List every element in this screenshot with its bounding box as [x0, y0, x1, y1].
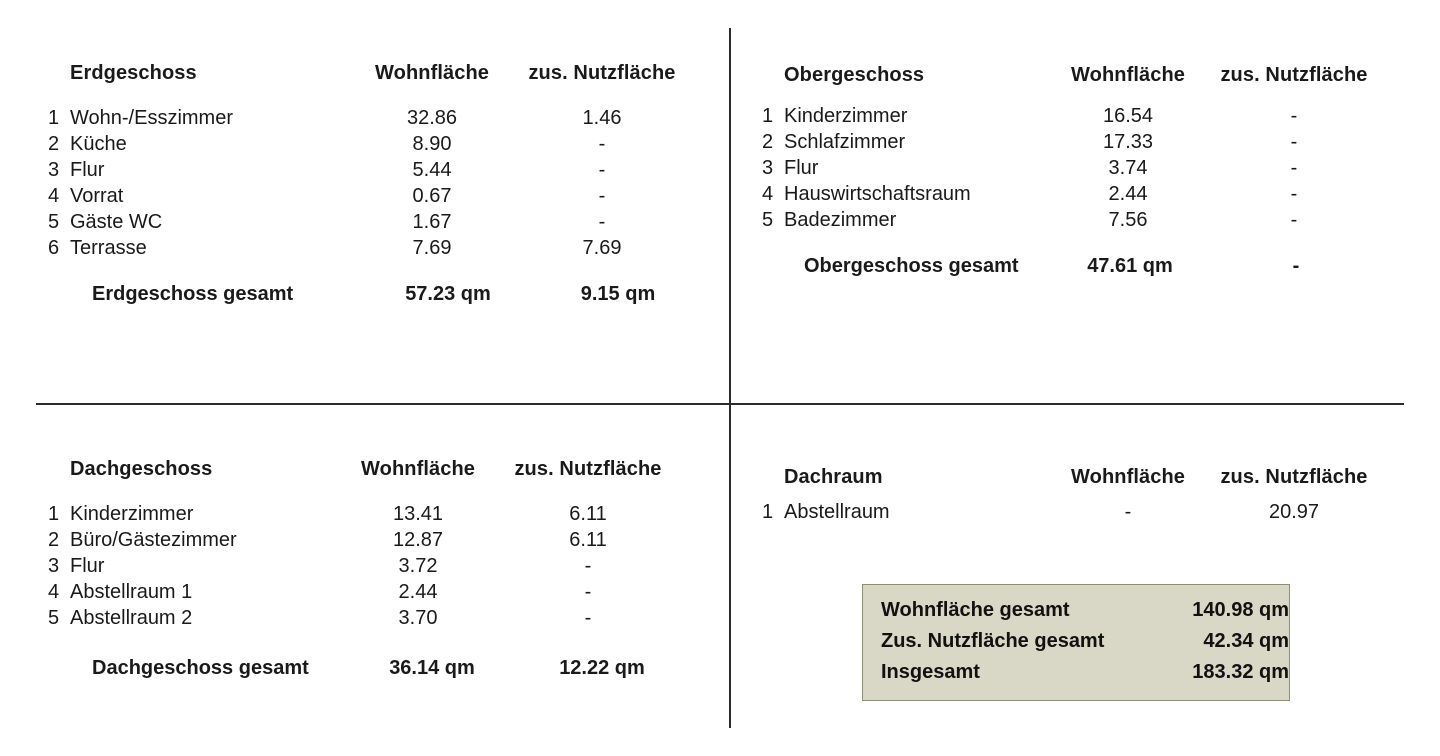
row-number: 3	[48, 159, 60, 181]
room-wohnflaeche: 7.56	[1108, 209, 1148, 231]
room-nutzflaeche: -	[598, 133, 606, 155]
table-row	[48, 157, 708, 183]
total-nutzflaeche: 12.22 qm	[559, 657, 645, 679]
column-header-wohnflaeche: Wohnfläche	[361, 458, 475, 480]
room-nutzflaeche: 1.46	[582, 107, 622, 129]
vertical-divider	[729, 28, 731, 728]
section-header-dachraum	[762, 466, 1412, 489]
section-title: Obergeschoss	[784, 64, 925, 86]
room-name: Hauswirtschaftsraum	[784, 183, 971, 205]
table-row	[762, 499, 1412, 525]
room-nutzflaeche: -	[584, 607, 592, 629]
room-name: Gäste WC	[70, 211, 163, 233]
total-wohnflaeche: 57.23 qm	[405, 283, 491, 305]
table-row	[48, 105, 708, 131]
room-name: Badezimmer	[784, 209, 897, 231]
total-wohnflaeche: 47.61 qm	[1087, 255, 1173, 277]
row-number: 4	[48, 581, 60, 603]
summary-row	[881, 626, 1289, 657]
total-label: Dachgeschoss gesamt	[92, 657, 309, 679]
row-number: 4	[48, 185, 60, 207]
table-row	[48, 553, 708, 579]
summary-box	[862, 584, 1290, 701]
room-nutzflaeche: -	[584, 581, 592, 603]
section-header-obergeschoss	[762, 64, 1412, 87]
summary-value: 42.34 qm	[1203, 630, 1289, 652]
horizontal-divider	[36, 403, 1404, 405]
room-name: Kinderzimmer	[70, 503, 194, 525]
table-row	[48, 527, 708, 553]
section-header-erdgeschoss	[48, 62, 708, 85]
column-header-nutzflaeche: zus. Nutzfläche	[514, 458, 662, 480]
room-nutzflaeche: -	[598, 211, 606, 233]
total-wohnflaeche: 36.14 qm	[389, 657, 475, 679]
summary-value: 140.98 qm	[1192, 599, 1289, 621]
row-number: 5	[48, 211, 60, 233]
column-header-wohnflaeche: Wohnfläche	[375, 62, 489, 84]
summary-value: 183.32 qm	[1192, 661, 1289, 683]
table-row	[48, 131, 708, 157]
room-nutzflaeche: 6.11	[569, 529, 607, 551]
total-label: Obergeschoss gesamt	[804, 255, 1019, 277]
row-number: 1	[762, 501, 774, 523]
room-name: Flur	[70, 555, 105, 577]
room-nutzflaeche: -	[598, 185, 606, 207]
row-number: 2	[762, 131, 774, 153]
room-nutzflaeche: 7.69	[582, 237, 622, 259]
room-nutzflaeche: 20.97	[1268, 501, 1320, 523]
row-number: 2	[48, 133, 60, 155]
room-nutzflaeche: -	[598, 159, 606, 181]
table-row	[48, 579, 708, 605]
room-wohnflaeche: 2.44	[1108, 183, 1148, 205]
room-name: Wohn-/Esszimmer	[70, 107, 233, 129]
table-row	[762, 155, 1412, 181]
table-row	[48, 235, 708, 261]
table-row	[762, 129, 1412, 155]
room-name: Büro/Gästezimmer	[70, 529, 237, 551]
summary-label: Insgesamt	[881, 661, 980, 683]
room-nutzflaeche: -	[1290, 209, 1298, 231]
room-name: Abstellraum	[784, 501, 890, 523]
total-label: Erdgeschoss gesamt	[92, 283, 294, 305]
room-wohnflaeche: 2.44	[398, 581, 438, 603]
column-header-nutzflaeche: zus. Nutzfläche	[528, 62, 676, 84]
row-number: 5	[762, 209, 774, 231]
table-row	[48, 605, 708, 631]
table-row	[48, 209, 708, 235]
column-header-wohnflaeche: Wohnfläche	[1071, 466, 1185, 488]
room-wohnflaeche: 7.69	[412, 237, 452, 259]
room-name: Küche	[70, 133, 127, 155]
column-header-nutzflaeche: zus. Nutzfläche	[1220, 64, 1368, 86]
section-total-erdgeschoss	[48, 283, 708, 306]
room-nutzflaeche: -	[1290, 183, 1298, 205]
row-number: 4	[762, 183, 774, 205]
column-header-nutzflaeche: zus. Nutzfläche	[1220, 466, 1368, 488]
row-number: 3	[48, 555, 60, 577]
table-row	[48, 183, 708, 209]
row-number: 1	[762, 105, 774, 127]
section-dachgeschoss	[48, 458, 708, 680]
section-dachraum	[762, 466, 1412, 525]
room-nutzflaeche: -	[584, 555, 592, 577]
section-total-obergeschoss	[762, 255, 1412, 278]
room-name: Abstellraum 2	[70, 607, 193, 629]
room-nutzflaeche: -	[1290, 131, 1298, 153]
section-obergeschoss	[762, 64, 1412, 278]
room-wohnflaeche: 16.54	[1102, 105, 1154, 127]
room-name: Kinderzimmer	[784, 105, 908, 127]
room-nutzflaeche: 6.11	[569, 503, 607, 525]
table-row	[762, 207, 1412, 233]
summary-label: Zus. Nutzfläche gesamt	[881, 630, 1105, 652]
room-wohnflaeche: 1.67	[412, 211, 452, 233]
section-erdgeschoss	[48, 62, 708, 306]
row-number: 6	[48, 237, 60, 259]
room-wohnflaeche: 5.44	[412, 159, 452, 181]
room-wohnflaeche: 32.86	[406, 107, 458, 129]
room-wohnflaeche: 17.33	[1102, 131, 1154, 153]
section-title: Dachraum	[784, 466, 883, 488]
room-wohnflaeche: 3.74	[1108, 157, 1148, 179]
room-name: Abstellraum 1	[70, 581, 193, 603]
row-number: 5	[48, 607, 60, 629]
table-row	[48, 501, 708, 527]
total-nutzflaeche: -	[1292, 255, 1300, 277]
summary-label: Wohnfläche gesamt	[881, 599, 1070, 621]
room-wohnflaeche: -	[1124, 501, 1132, 523]
row-number: 2	[48, 529, 60, 551]
room-name: Terrasse	[70, 237, 147, 259]
column-header-wohnflaeche: Wohnfläche	[1071, 64, 1185, 86]
room-wohnflaeche: 13.41	[392, 503, 444, 525]
summary-row	[881, 595, 1289, 626]
room-wohnflaeche: 3.70	[398, 607, 438, 629]
room-nutzflaeche: -	[1290, 105, 1298, 127]
section-title: Erdgeschoss	[70, 62, 197, 84]
summary-row	[881, 657, 1289, 688]
room-wohnflaeche: 0.67	[412, 185, 452, 207]
section-header-dachgeschoss	[48, 458, 708, 481]
room-wohnflaeche: 8.90	[412, 133, 452, 155]
section-title: Dachgeschoss	[70, 458, 213, 480]
room-name: Flur	[70, 159, 105, 181]
total-nutzflaeche: 9.15 qm	[580, 283, 656, 305]
room-name: Flur	[784, 157, 819, 179]
room-nutzflaeche: -	[1290, 157, 1298, 179]
room-name: Vorrat	[70, 185, 124, 207]
room-name: Schlafzimmer	[784, 131, 906, 153]
room-wohnflaeche: 12.87	[392, 529, 444, 551]
row-number: 1	[48, 503, 60, 525]
room-wohnflaeche: 3.72	[398, 555, 438, 577]
row-number: 3	[762, 157, 774, 179]
section-total-dachgeschoss	[48, 657, 708, 680]
table-row	[762, 103, 1412, 129]
table-row	[762, 181, 1412, 207]
row-number: 1	[48, 107, 60, 129]
